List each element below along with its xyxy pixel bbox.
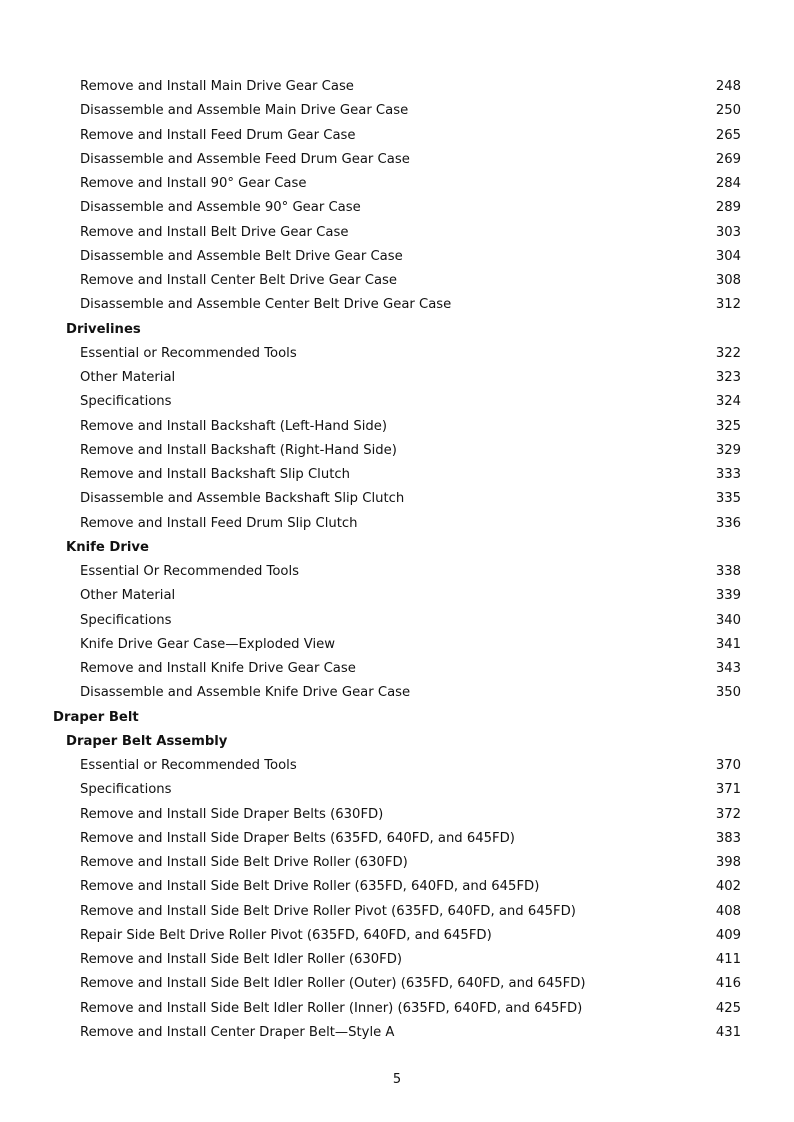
toc-entry-title: Remove and Install Side Belt Drive Roller (630FD) [80,855,408,870]
toc-entry-title: Disassemble and Assemble Knife Drive Gear Case [80,685,411,701]
toc-entry[interactable] [0,972,794,996]
toc-entry[interactable] [0,900,794,924]
toc-entry-title: Remove and Install Main Drive Gear Case [80,79,354,94]
toc-entry-page-number: 250 [715,103,741,119]
toc-entry[interactable] [0,778,794,802]
toc-entry-page-number: 350 [715,685,741,701]
toc-entry-title: Remove and Install Side Belt Drive Roller (635FD, 640FD, and 645FD) [80,879,540,895]
toc-entry-page-number: 383 [715,830,741,846]
toc-entry-title: Knife Drive Gear Case—Exploded View [80,636,336,652]
toc-entry[interactable] [0,851,794,875]
toc-entry-page-number: 329 [715,442,741,458]
toc-entry[interactable] [0,366,794,390]
toc-entry-page-number: 312 [715,297,741,313]
toc-entry-title: Disassemble and Assemble Main Drive Gear Case [80,103,409,119]
toc-entry-title: Remove and Install Side Belt Idler Roller (Outer) (635FD, 640FD, and 645FD) [80,976,586,992]
toc-entry[interactable] [0,657,794,681]
toc-entry-page-number: 289 [715,200,741,216]
toc-entry[interactable] [0,293,794,317]
toc-entry-title: Remove and Install Side Draper Belts (635FD, 640FD, and 645FD) [80,830,515,846]
toc-entry-page-number: 333 [715,467,741,482]
toc-entry-title: Essential Or Recommended Tools [80,564,300,579]
toc-entry[interactable] [0,124,794,148]
toc-entry-title: Remove and Install 90° Gear Case [80,176,307,191]
toc-entry[interactable] [0,487,794,511]
toc-subheading-title: Knife Drive [66,539,149,555]
toc-entry-page-number: 308 [715,273,741,288]
toc-entry-page-number: 323 [715,370,741,385]
toc-entry-title: Remove and Install Knife Drive Gear Case [80,661,356,676]
toc-entry[interactable] [0,584,794,608]
toc-entry-title: Disassemble and Assemble Backshaft Slip Clutch [80,491,405,507]
toc-entry[interactable] [0,415,794,439]
toc-entry-page-number: 425 [715,1000,741,1016]
toc-entry[interactable] [0,560,794,584]
toc-entry[interactable] [0,148,794,172]
toc-entry-title: Essential or Recommended Tools [80,345,297,361]
toc-entry[interactable] [0,754,794,778]
toc-entry-page-number: 284 [715,176,741,191]
toc-subheading-title: Draper Belt Assembly [66,733,228,749]
toc-subheading-title: Drivelines [66,321,141,337]
toc-subheading [0,318,794,342]
toc-entry-title: Disassemble and Assemble Feed Drum Gear Case [80,151,410,167]
toc-entry[interactable] [0,1021,794,1045]
toc-entry-page-number: 339 [715,588,741,604]
toc-entry-page-number: 371 [715,782,741,798]
toc-entry-title: Remove and Install Belt Drive Gear Case [80,224,349,240]
toc-entry[interactable] [0,342,794,366]
toc-entry-title: Specifications [80,394,172,410]
toc-entry-title: Repair Side Belt Drive Roller Pivot (635FD, 640FD, and 645FD) [80,927,492,943]
page-number: 5 [392,1072,402,1087]
toc-entry-page-number: 322 [715,345,741,361]
toc-entry-title: Other Material [80,588,176,604]
toc-entry[interactable] [0,221,794,245]
toc-entry-title: Disassemble and Assemble 90° Gear Case [80,200,361,216]
toc-entry-page-number: 370 [715,758,741,773]
toc-entry[interactable] [0,269,794,293]
toc-subheading [0,536,794,560]
toc-entry-title: Other Material [80,370,176,385]
toc-entry-title: Disassemble and Assemble Center Belt Drive Gear Case [80,297,452,313]
toc-entry[interactable] [0,172,794,196]
toc-entry-page-number: 325 [715,418,741,434]
toc-entry-page-number: 398 [715,855,741,870]
toc-entry-title: Essential or Recommended Tools [80,758,297,773]
toc-subheading [0,730,794,754]
toc-entry[interactable] [0,948,794,972]
toc-entry-page-number: 343 [715,661,741,676]
toc-entry[interactable] [0,75,794,99]
toc-heading [0,706,794,730]
toc-entry[interactable] [0,609,794,633]
toc-entry-page-number: 431 [715,1024,741,1040]
toc-entry-page-number: 324 [715,394,741,410]
toc-entry[interactable] [0,803,794,827]
toc-entry-page-number: 336 [715,515,741,531]
toc-entry-title: Remove and Install Backshaft (Left-Hand Side) [80,418,387,434]
toc-entry-title: Disassemble and Assemble Belt Drive Gear Case [80,248,403,264]
toc-entry[interactable] [0,997,794,1021]
toc-entry-page-number: 372 [715,806,741,822]
toc-entry-page-number: 303 [715,224,741,240]
toc-entry-title: Remove and Install Backshaft Slip Clutch [80,467,350,482]
toc-entry-title: Specifications [80,612,172,628]
toc-entry-title: Remove and Install Side Belt Idler Roller (Inner) (635FD, 640FD, and 645FD) [80,1000,583,1016]
toc-entry-page-number: 408 [715,903,741,919]
toc-entry-page-number: 409 [715,927,741,943]
toc-entry-title: Remove and Install Feed Drum Gear Case [80,127,356,143]
toc-entry-title: Remove and Install Feed Drum Slip Clutch [80,515,358,531]
toc-entry[interactable] [0,875,794,899]
toc-entry[interactable] [0,924,794,948]
toc-entry-title: Remove and Install Side Belt Idler Roller (630FD) [80,952,403,967]
toc-entry[interactable] [0,439,794,463]
toc-entry[interactable] [0,512,794,536]
toc-entry[interactable] [0,390,794,414]
toc-entry-page-number: 411 [715,952,741,967]
toc-entry-page-number: 416 [715,976,741,992]
toc-entry-page-number: 340 [715,612,741,628]
toc-entry[interactable] [0,99,794,123]
table-of-contents [0,75,794,1045]
toc-entry-page-number: 248 [715,79,741,94]
toc-entry-title: Remove and Install Backshaft (Right-Hand Side) [80,442,397,458]
toc-entry-page-number: 265 [715,127,741,143]
toc-entry[interactable] [0,463,794,487]
toc-entry[interactable] [0,196,794,220]
toc-entry-title: Remove and Install Side Belt Drive Roller Pivot (635FD, 640FD, and 645FD) [80,903,576,919]
toc-entry-page-number: 338 [715,564,741,579]
toc-entry-title: Remove and Install Center Draper Belt—Style A [80,1024,395,1040]
toc-entry-page-number: 402 [715,879,741,895]
toc-entry[interactable] [0,633,794,657]
toc-entry[interactable] [0,245,794,269]
toc-entry-title: Specifications [80,782,172,798]
toc-entry-page-number: 341 [715,636,741,652]
toc-entry[interactable] [0,681,794,705]
toc-entry-page-number: 269 [715,151,741,167]
toc-entry-page-number: 335 [715,491,741,507]
toc-entry-title: Remove and Install Center Belt Drive Gear Case [80,273,398,288]
toc-entry-page-number: 304 [715,248,741,264]
toc-entry[interactable] [0,827,794,851]
toc-heading-title: Draper Belt [53,709,139,725]
toc-entry-title: Remove and Install Side Draper Belts (630FD) [80,806,384,822]
